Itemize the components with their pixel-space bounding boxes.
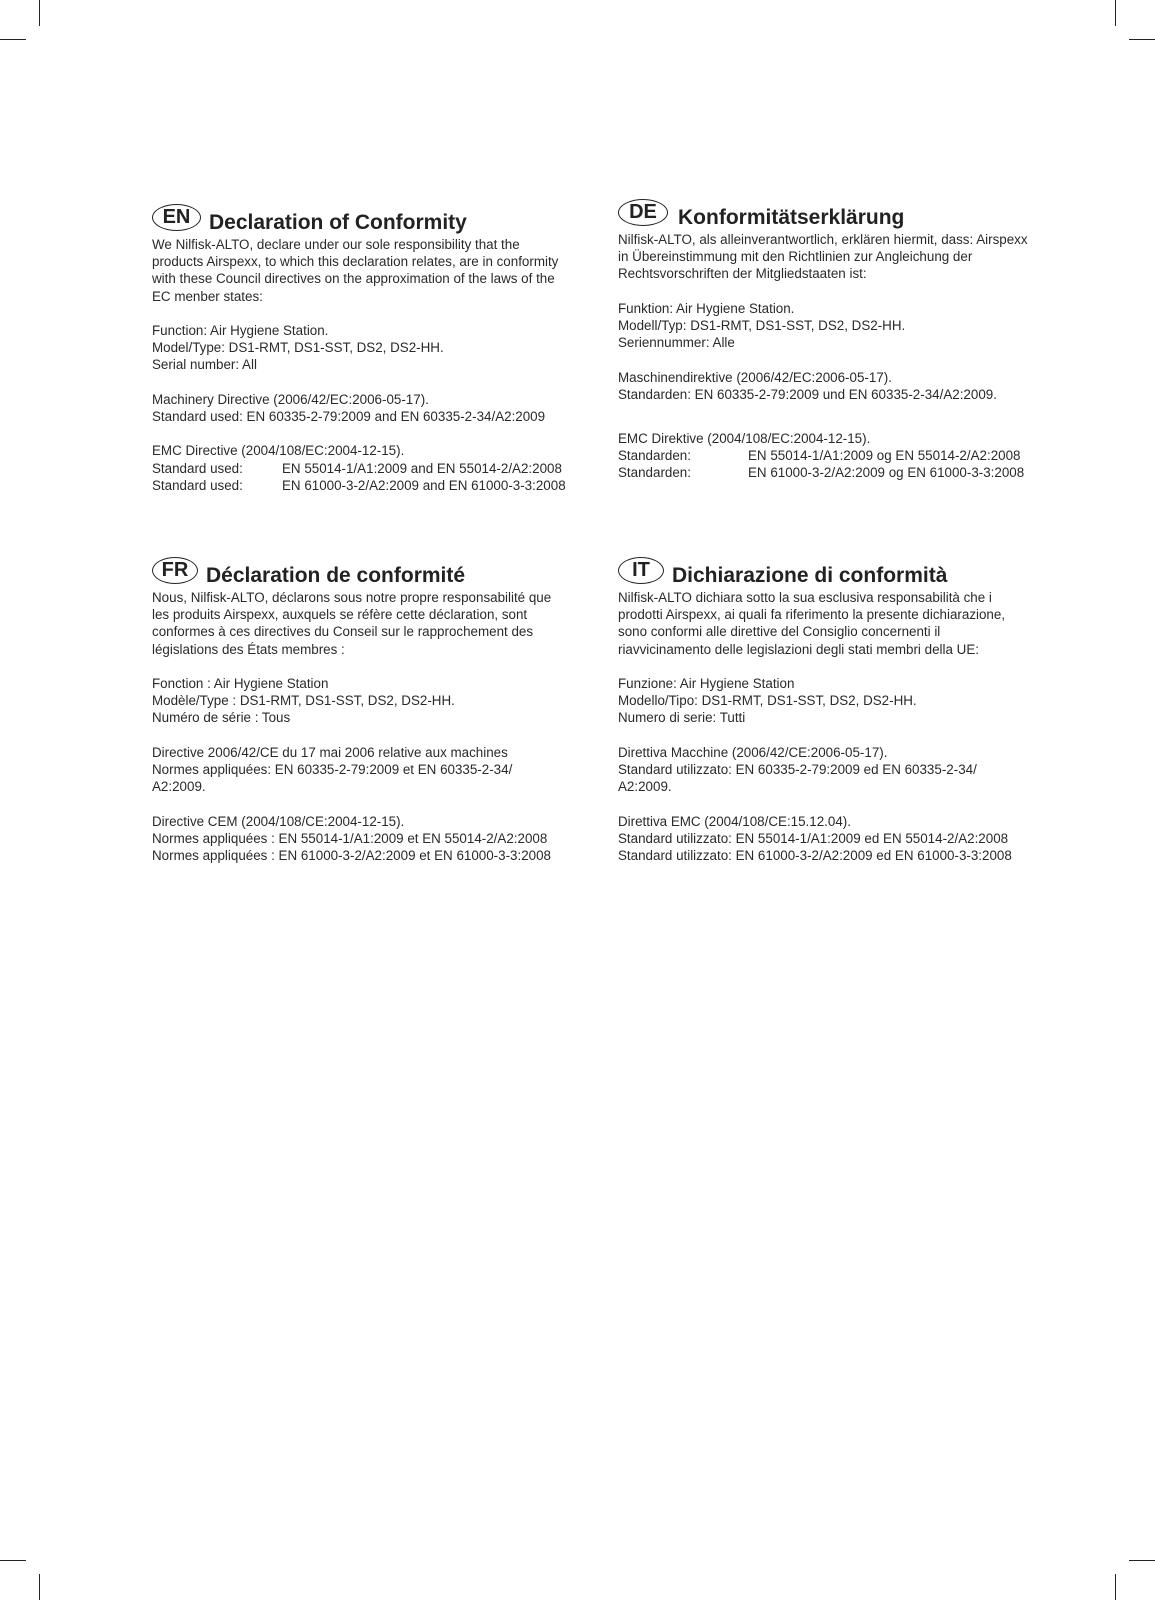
intro-line: We Nilfisk-ALTO, declare under our sole responsibility that the <box>152 237 520 252</box>
serial-line: Seriennummer: Alle <box>618 335 735 351</box>
machinery-standard: Standard used: EN 60335-2-79:2009 and EN 60335-2-34/A2:2009 <box>152 409 546 424</box>
section-heading <box>152 551 592 589</box>
emc-standard-row <box>618 464 1058 481</box>
standard-label: Standarden: <box>618 465 691 481</box>
section-title: Dichiarazione di conformità <box>672 564 948 587</box>
intro-line: products Airspexx, to which this declaration relates, are in conformity <box>152 254 559 270</box>
crop-mark <box>1129 39 1155 40</box>
emc-directive: Direttiva EMC (2004/108/CE:15.12.04). <box>618 813 851 829</box>
section-body <box>152 236 592 494</box>
emc-standard-row <box>618 447 1058 464</box>
section-body <box>618 231 1058 482</box>
intro-line: les produits Airspexx, auxquels se réfère cette déclaration, sont <box>152 607 528 623</box>
intro-line: EC menber states: <box>152 288 263 304</box>
intro-line: with these Council directives on the approximation of the laws of the <box>152 271 555 287</box>
machinery-directive: Directive 2006/42/CE du 17 mai 2006 relative aux machines <box>152 744 508 760</box>
language-badge-de: DE <box>618 199 668 226</box>
machinery-directive: Direttiva Macchine (2006/42/CE:2006-05-17). <box>618 744 888 760</box>
model-line: Modèle/Type : DS1-RMT, DS1-SST, DS2, DS2-HH. <box>152 693 455 709</box>
intro-line: in Übereinstimmung mit den Richtlinien zur Angleichung der <box>618 249 973 265</box>
section-title: Declaration of Conformity <box>209 211 467 234</box>
standard-label: Standard used: <box>152 460 243 476</box>
section-body <box>152 589 592 864</box>
section-heading <box>152 198 592 236</box>
emc-directive: EMC Directive (2004/108/EC:2004-12-15). <box>152 443 405 459</box>
section-body <box>618 589 1058 864</box>
emc-directive: Directive CEM (2004/108/CE:2004-12-15). <box>152 813 405 829</box>
model-line: Model/Type: DS1-RMT, DS1-SST, DS2, DS2-HH. <box>152 340 444 356</box>
intro-line: prodotti Airspexx, ai quali fa riferimento la presente dichiarazione, <box>618 607 1006 623</box>
standard-label: Standard used: <box>152 477 243 493</box>
model-line: Modello/Tipo: DS1-RMT, DS1-SST, DS2, DS2-HH. <box>618 693 917 709</box>
machinery-standard: A2:2009. <box>152 779 206 795</box>
crop-mark <box>1129 1560 1155 1561</box>
emc-directive: EMC Direktive (2004/108/EC:2004-12-15). <box>618 431 871 446</box>
function-line: Function: Air Hygiene Station. <box>152 323 329 338</box>
emc-standard-line: Standard utilizzato: EN 55014-1/A1:2009 ed EN 55014-2/A2:2008 <box>618 830 1009 846</box>
machinery-standard: Standard utilizzato: EN 60335-2-79:2009 ed EN 60335-2-34/ <box>618 762 977 777</box>
model-line: Modell/Typ: DS1-RMT, DS1-SST, DS2, DS2-HH. <box>618 318 906 333</box>
language-badge-en: EN <box>152 204 201 231</box>
serial-line: Numéro de série : Tous <box>152 710 291 726</box>
crop-mark <box>1115 1574 1116 1600</box>
language-badge-fr: FR <box>152 557 198 584</box>
declaration-en <box>152 198 592 494</box>
section-title: Déclaration de conformité <box>206 564 466 587</box>
intro-line: Nilfisk-ALTO dichiara sotto la sua esclusiva responsabilità che i <box>618 590 992 605</box>
machinery-standard: A2:2009. <box>618 779 672 795</box>
crop-mark <box>0 1560 26 1561</box>
standard-label: Standarden: <box>618 448 691 464</box>
crop-mark <box>39 0 40 26</box>
declaration-de <box>618 193 1058 482</box>
intro-line: sono conformi alle direttive del Consiglio concernenti il <box>618 624 941 640</box>
language-badge-it: IT <box>618 557 664 584</box>
intro-line: Nilfisk-ALTO, als alleinverantwortlich, erklären hiermit, dass: Airspexx <box>618 232 1028 247</box>
emc-standard-row <box>152 477 592 494</box>
standard-value: EN 61000-3-2/A2:2009 og EN 61000-3-3:2008 <box>748 465 1025 481</box>
serial-line: Serial number: All <box>152 357 257 373</box>
machinery-directive: Maschinendirektive (2006/42/EC:2006-05-17). <box>618 369 892 385</box>
machinery-standard: Normes appliquées: EN 60335-2-79:2009 et EN 60335-2-34/ <box>152 762 513 777</box>
declaration-it <box>618 551 1058 864</box>
crop-mark <box>0 39 26 40</box>
standard-value: EN 61000-3-2/A2:2009 and EN 61000-3-3:2008 <box>282 477 566 493</box>
standard-value: EN 55014-1/A1:2009 and EN 55014-2/A2:2008 <box>282 460 562 476</box>
declaration-fr <box>152 551 592 864</box>
section-title: Konformitätserklärung <box>678 206 905 229</box>
machinery-standard: Standarden: EN 60335-2-79:2009 und EN 60335-2-34/A2:2009. <box>618 386 997 402</box>
intro-line: Nous, Nilfisk-ALTO, déclarons sous notre propre responsabilité que <box>152 590 552 605</box>
serial-line: Numero di serie: Tutti <box>618 710 746 726</box>
standard-value: EN 55014-1/A1:2009 og EN 55014-2/A2:2008 <box>748 448 1021 464</box>
machinery-directive: Machinery Directive (2006/42/EC:2006-05-17). <box>152 391 429 407</box>
intro-line: Rechtsvorschriften der Mitgliedstaaten ist: <box>618 266 867 282</box>
intro-line: riavvicinamento delle legislazioni degli stati membri della UE: <box>618 641 979 657</box>
emc-standard-row <box>152 460 592 477</box>
crop-mark <box>39 1574 40 1600</box>
function-line: Funzione: Air Hygiene Station <box>618 676 795 691</box>
intro-line: conformes à ces directives du Conseil sur le rapprochement des <box>152 624 534 640</box>
function-line: Fonction : Air Hygiene Station <box>152 676 329 691</box>
section-heading <box>618 551 1058 589</box>
emc-standard-line: Standard utilizzato: EN 61000-3-2/A2:2009 ed EN 61000-3-3:2008 <box>618 848 1012 863</box>
section-heading <box>618 193 1058 231</box>
crop-mark <box>1115 0 1116 26</box>
intro-line: législations des États membres : <box>152 641 345 657</box>
function-line: Funktion: Air Hygiene Station. <box>618 300 795 316</box>
emc-standard-line: Normes appliquées : EN 55014-1/A1:2009 et EN 55014-2/A2:2008 <box>152 830 548 846</box>
emc-standard-line: Normes appliquées : EN 61000-3-2/A2:2009 et EN 61000-3-3:2008 <box>152 848 551 863</box>
